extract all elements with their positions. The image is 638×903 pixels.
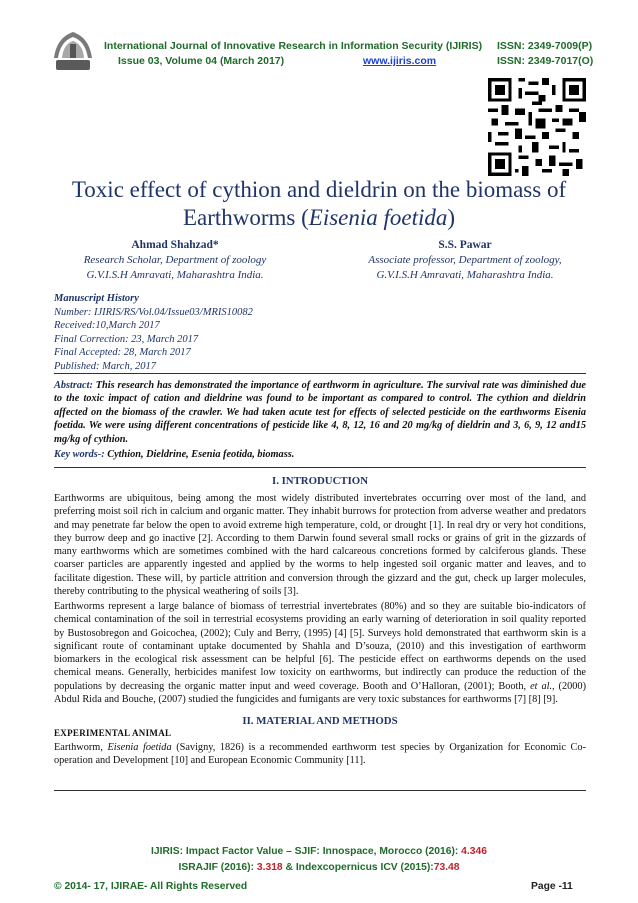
history-received: Received:10,March 2017 [54, 320, 160, 331]
footer-copyright: © 2014- 17, IJIRAE- All Rights Reserved [54, 881, 248, 892]
paragraph-text: Earthworms represent a large balance of biomass of terrestrial invertebrates (80%) and so they are suitable bio-indicators of chemical contamination of the soil in terrestrial ecosystems providing an early warning of deterioration in soil quality reported by Bustosobregon and Goicochea, (2002); Culy and Berry, (1995) [4] [5]. Surveys hold demonstrated that earthworm skin is a significant route of contaminant uptake documented by Shahla and D’souza, (2010) and this investigation of earthworm biomarkers in the ecological risk assessment can be helpful [6]. The pesticide effect on earthworms depends on the used chemical means. Generally, herbicides manifest low toxicity on earthworms, but indirectly can produce the reduction of the populations by decreasing the organic matter input and weed coverage. Booth and O’Halloran, (2001); Booth, [54, 601, 586, 692]
title-line-2 [60, 204, 578, 232]
manuscript-history [54, 292, 253, 373]
footer-text: & Indexcopernicus ICV (2015): [282, 862, 434, 873]
abstract-label: Abstract: [54, 380, 93, 391]
paper-title [60, 176, 578, 232]
author-name: S.S. Pawar [438, 239, 492, 251]
paragraph-text: (2000) Abdul Rida and Bouche, (2007) studied the fungicides and fumigants are very toxic substances for earthworms [7] [8] [9]. [54, 680, 586, 706]
paragraph-text: Earthworm, [54, 742, 108, 753]
footer-text: IJIRIS: Impact Factor Value – SJIF: Innospace, Morocco (2016): [151, 846, 462, 857]
keywords [54, 449, 294, 460]
keywords-label: Key words-: [54, 449, 105, 460]
divider [54, 467, 586, 468]
keywords-text: Cythion, Dieldrine, Esenia feotida, biomass. [107, 449, 295, 460]
paragraph-italic: Eisenia foetida [107, 742, 172, 753]
history-number: Number: IJIRIS/RS/Vol.04/Issue03/MRIS10082 [54, 306, 253, 318]
footer-index-values [0, 862, 638, 873]
author-role: Research Scholar, Department of zoology [83, 254, 267, 266]
qr-code [488, 78, 586, 176]
title-species: Eisenia foetida [308, 205, 448, 230]
title-text: ) [447, 205, 456, 230]
paragraph-text: (Savigny, 1826) is a recommended earthworm test species by Organization for Economic Co-operation and Development [10] and European Economic Community [11]. [54, 742, 586, 767]
issn-online: ISSN: 2349-7017(O) [497, 55, 594, 67]
footer-value: 73.48 [433, 862, 460, 873]
subsection-heading: EXPERIMENTAL ANIMAL [54, 728, 172, 738]
divider [54, 373, 586, 374]
footer-value: 4.346 [461, 846, 487, 857]
footer-value: 3.318 [256, 862, 283, 873]
author-block [40, 238, 310, 283]
page-number: Page -11 [531, 881, 573, 892]
intro-paragraph-1: Earthworms are ubiquitous, being among the most widely distributed invertebrates occurring over most of the land, and preferring moist soil rich in calcium and organic matter. They inhabit burrows for protection from adverse weather and predators and may penetrate far below the open to avoid extreme high temperature, cold, or drought [1]. In real dry or very hot conditions, they burrow deep and go inactive [2]. According to them Darwin found several small rocks or grains of grit in the gizzards of many earthworms which are sometimes combined with the hard calcareous concretions formed by calciferous glands. These coarser particles are apparently ingested and applied by the worms to help ingested soil organic matter and leaves, and to facilitate digestion. These will, by particle attrition and conversion through the gizzard and the gut, check up larger molecules, thereby contributing to the physical weathering of soils [3]. [54, 493, 586, 598]
intro-paragraph-2 [54, 600, 586, 706]
journal-url-link[interactable]: www.ijiris.com [363, 55, 437, 67]
journal-name: International Journal of Innovative Research in Information Security (IJIRIS) [104, 40, 483, 52]
title-text: Earthworms ( [182, 205, 309, 230]
journal-issue: Issue 03, Volume 04 (March 2017) [118, 55, 285, 67]
history-published: Published: March, 2017 [54, 360, 156, 372]
footer-impact-factor [0, 846, 638, 857]
section-heading-introduction: I. INTRODUCTION [272, 475, 368, 487]
footer-text: ISRAJIF (2016): [178, 862, 257, 873]
paragraph-italic: et al., [530, 680, 555, 692]
methods-paragraph-1 [54, 741, 586, 768]
author-name: Ahmad Shahzad* [131, 239, 219, 251]
title-line-1: Toxic effect of cythion and dieldrin on the biomass of [71, 177, 567, 202]
issn-print: ISSN: 2349-7009(P) [497, 40, 593, 52]
author-affiliation: G.V.I.S.H Amravati, Maharashtra India. [86, 269, 264, 281]
history-heading: Manuscript History [54, 293, 139, 304]
section-heading-methods: II. MATERIAL AND METHODS [242, 715, 398, 727]
author-role: Associate professor, Department of zoology, [368, 254, 562, 266]
author-affiliation: G.V.I.S.H Amravati, Maharashtra India. [376, 269, 554, 281]
journal-logo [48, 28, 98, 76]
author-block [330, 238, 600, 283]
abstract-text: This research has demonstrated the importance of earthworm in agriculture. The survival rate was diminished due to the toxic impact of cation and dieldrine was found to be important as compared to control. The cythion and dieldrin affected on the biomass of the crawler. We had taken acute test for effects of selected pesticide on the earthworms Eisenia foetida. We were using different concentrations of pesticide like 4, 8, 12, 16 and 20 mg/kg of dieldrin and 3, 6, 9, 12 and15 mg/kg of cythion. [54, 380, 586, 445]
abstract [54, 379, 586, 446]
footer-divider [54, 790, 586, 791]
history-final-correction: Final Correction: 23, March 2017 [54, 333, 199, 345]
history-final-accepted: Final Accepted: 28, March 2017 [54, 347, 191, 358]
